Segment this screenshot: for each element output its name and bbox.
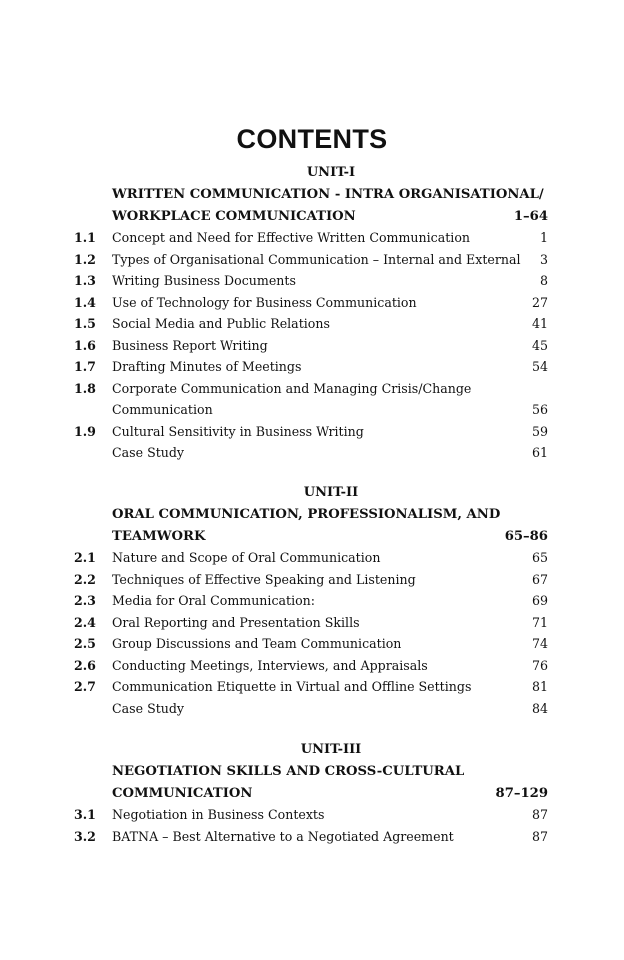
page-number: 56 (531, 402, 548, 417)
page-number: 8 (539, 273, 548, 288)
toc-entry-row (0, 442, 624, 464)
page-number: 1 (539, 230, 548, 245)
section-number: 2.7 (74, 679, 96, 694)
unit-heading-line: NEGOTIATION SKILLS AND CROSS-CULTURAL (112, 764, 465, 779)
page-number: 45 (531, 337, 548, 353)
toc-entry-row (0, 270, 624, 292)
section-number: 1.5 (74, 316, 96, 331)
section-title: Writing Business Documents (112, 273, 296, 288)
page-number: 84 (531, 700, 548, 716)
page-number: 76 (531, 657, 548, 673)
unit-heading-line: COMMUNICATION (112, 785, 253, 801)
section-title: Communication (112, 402, 213, 417)
section-number: 2.2 (74, 571, 96, 587)
section-title: Corporate Communication and Managing Crisis/Change (112, 380, 472, 396)
section-title: Business Report Writing (112, 337, 268, 353)
page-number: 71 (531, 614, 548, 630)
page-number: 87 (531, 807, 548, 822)
section-title: Communication Etiquette in Virtual and Offline Settings (112, 679, 472, 694)
section-number: 2.3 (74, 593, 96, 608)
page-number: 67 (531, 571, 548, 587)
toc-entry (0, 421, 624, 443)
page-number: 87 (531, 828, 548, 844)
section-number: 1.1 (74, 230, 96, 245)
toc-entry (0, 442, 624, 464)
toc-entry (0, 335, 624, 357)
section-number: 2.5 (74, 636, 96, 651)
page-number: 27 (531, 294, 548, 310)
toc-entry (0, 655, 624, 677)
toc-entry-row (0, 335, 624, 357)
toc-entry-row (0, 655, 624, 677)
section-number: 1.2 (74, 251, 96, 267)
toc-entry-row (0, 804, 624, 826)
toc-entry (0, 547, 624, 569)
section-title: Concept and Need for Effective Written Communication (112, 230, 471, 245)
section-title: Drafting Minutes of Meetings (112, 359, 302, 374)
section-title: Nature and Scope of Oral Communication (112, 550, 381, 565)
unit-page-range: 1–64 (513, 208, 548, 224)
unit-label: UNIT-III (300, 742, 362, 757)
toc-entry (0, 569, 624, 591)
section-number: 1.3 (74, 273, 96, 288)
toc-entry (0, 313, 624, 335)
section-number: 2.1 (74, 550, 96, 565)
section-title: Techniques of Effective Speaking and Listening (112, 571, 416, 587)
section-number: 1.6 (74, 337, 96, 353)
page-title: CONTENTS (236, 124, 388, 154)
section-title: Conducting Meetings, Interviews, and Appraisals (112, 657, 428, 673)
toc-entry-row (0, 292, 624, 314)
toc-entry-row (0, 313, 624, 335)
page-number: 81 (531, 679, 548, 694)
section-number: 1.4 (74, 294, 96, 310)
section-number: 2.6 (74, 657, 96, 673)
page-number: 3 (539, 251, 548, 267)
section-title: Use of Technology for Business Communication (112, 294, 417, 310)
unit-heading-line: TEAMWORK (112, 528, 206, 544)
toc-entry (0, 378, 624, 421)
toc-entry-row (0, 826, 624, 848)
toc-entry (0, 356, 624, 378)
toc-entry (0, 698, 624, 720)
page-number: 54 (531, 359, 548, 374)
unit-heading-line: ORAL COMMUNICATION, PROFESSIONALISM, AND (112, 507, 501, 522)
section-number: 3.1 (74, 807, 96, 822)
section-number: 2.4 (74, 614, 96, 630)
toc-entry-row (0, 633, 624, 655)
unit-section (0, 739, 624, 847)
section-title: Case Study (112, 700, 185, 716)
section-title: Oral Reporting and Presentation Skills (112, 614, 360, 630)
section-title: Media for Oral Communication: (112, 593, 316, 608)
toc-entry-row (0, 399, 624, 421)
toc-entry-row (0, 421, 624, 443)
section-number: 1.7 (74, 359, 96, 374)
section-title: Group Discussions and Team Communication (112, 636, 402, 651)
page-number: 69 (531, 593, 548, 608)
unit-label: UNIT-I (306, 165, 356, 180)
section-number: 1.9 (74, 423, 96, 439)
toc-entry (0, 633, 624, 655)
section-title: Cultural Sensitivity in Business Writing (112, 423, 364, 439)
toc-entry (0, 270, 624, 292)
unit-page-range: 87–129 (495, 785, 548, 801)
unit-heading (112, 504, 548, 547)
page-number: 41 (531, 316, 548, 331)
section-title: Negotiation in Business Contexts (112, 807, 325, 822)
unit-label: UNIT-II (303, 485, 359, 500)
toc-entry-row (0, 227, 624, 249)
toc-entry-row (0, 612, 624, 634)
toc-entry (0, 249, 624, 271)
toc-entry (0, 227, 624, 249)
toc-entry (0, 292, 624, 314)
toc-entry-row (0, 698, 624, 720)
toc-entry-row (0, 547, 624, 569)
toc-entry-row (0, 249, 624, 271)
toc-entry-row (0, 378, 624, 400)
section-title: Types of Organisational Communication – Internal and External (112, 251, 521, 267)
section-number: 1.8 (74, 380, 96, 396)
section-title: Social Media and Public Relations (112, 316, 330, 331)
unit-section (0, 162, 624, 464)
toc-entry-row (0, 356, 624, 378)
page-number: 59 (531, 423, 548, 439)
unit-section (0, 482, 624, 719)
toc-entry (0, 676, 624, 698)
toc-entry-row (0, 676, 624, 698)
toc-entry-row (0, 590, 624, 612)
toc-entry (0, 826, 624, 848)
toc-entry-row (0, 569, 624, 591)
page-number: 61 (531, 445, 548, 460)
toc-entry (0, 590, 624, 612)
toc-entry (0, 804, 624, 826)
unit-heading-line: WRITTEN COMMUNICATION - INTRA ORGANISATIONAL/ (112, 187, 544, 202)
section-number: 3.2 (74, 828, 96, 844)
unit-heading (112, 184, 548, 227)
page-number: 74 (531, 636, 548, 651)
unit-page-range: 65–86 (504, 528, 548, 544)
unit-heading-line: WORKPLACE COMMUNICATION (112, 208, 356, 224)
section-title: BATNA – Best Alternative to a Negotiated Agreement (112, 828, 454, 844)
section-title: Case Study (112, 445, 185, 460)
toc-entry (0, 612, 624, 634)
page-number: 65 (531, 550, 548, 565)
unit-heading (112, 761, 548, 804)
